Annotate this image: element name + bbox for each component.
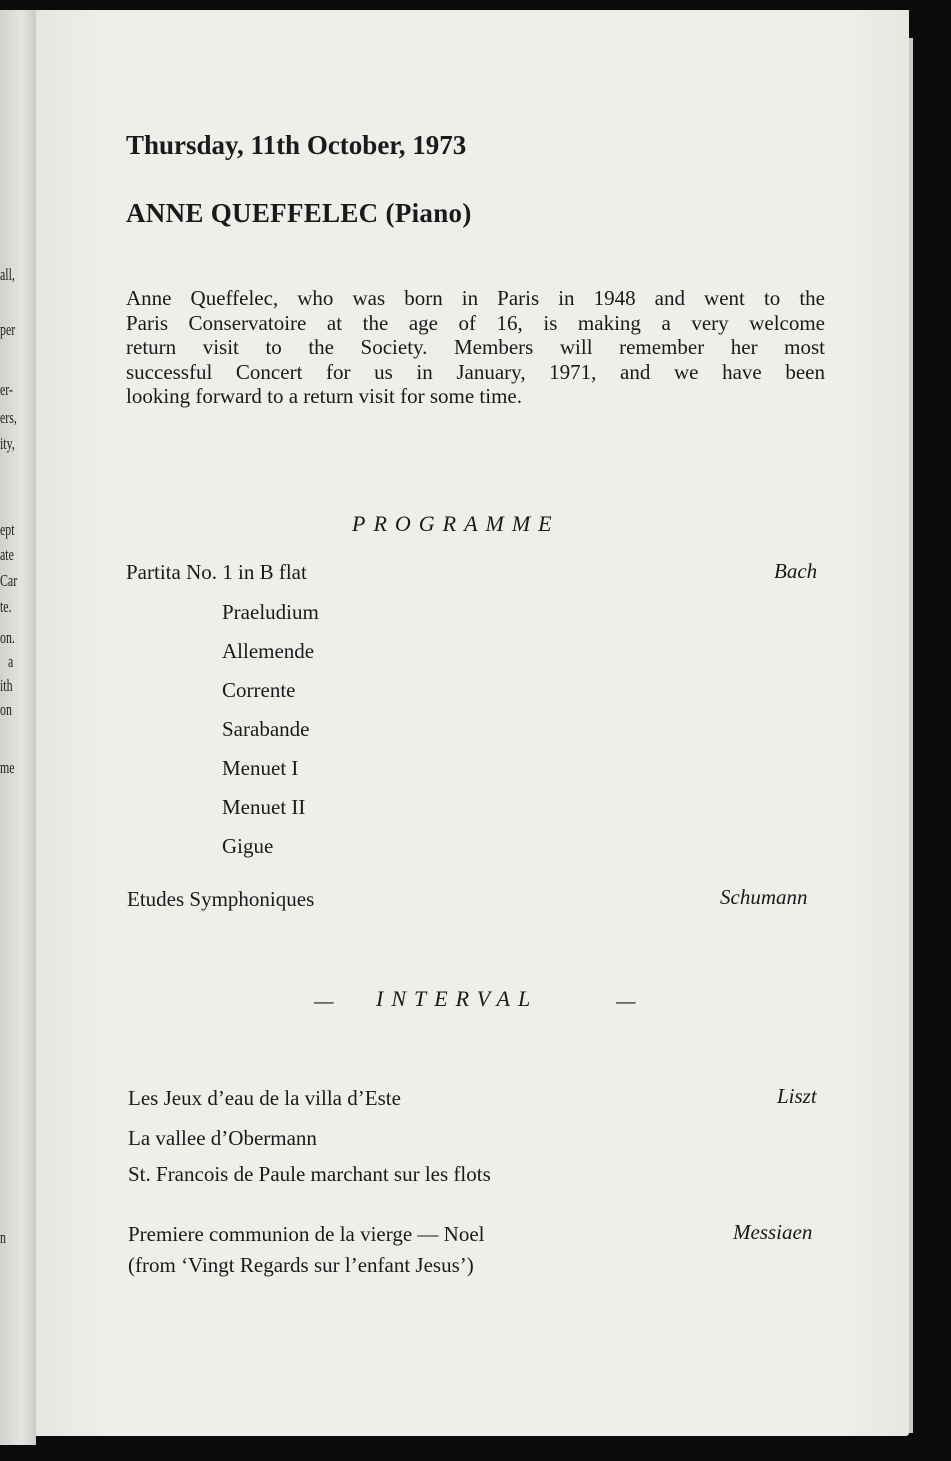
movement-item: Corrente bbox=[222, 678, 296, 702]
margin-fragment: ate bbox=[0, 545, 14, 564]
margin-fragment: ith bbox=[0, 676, 13, 695]
interval-heading: INTERVAL bbox=[376, 986, 539, 1011]
margin-fragment: er- bbox=[0, 380, 13, 399]
intro-paragraph bbox=[126, 286, 825, 409]
margin-fragment: me bbox=[0, 758, 15, 777]
work-title: La vallee d’Obermann bbox=[128, 1126, 317, 1150]
work-title: Partita No. 1 in B flat bbox=[126, 560, 307, 584]
interval-dash-left: — bbox=[314, 988, 334, 1013]
margin-fragment: a bbox=[8, 652, 14, 671]
intro-line: Paris Conservatoire at the age of 16, is making a very welcome bbox=[126, 310, 825, 335]
adjacent-page-edge bbox=[0, 10, 36, 1445]
movement-item: Praeludium bbox=[222, 600, 319, 624]
margin-fragment: on bbox=[0, 700, 12, 719]
composer-name: Bach bbox=[774, 559, 818, 583]
programme-page bbox=[36, 10, 909, 1436]
composer-name: Messiaen bbox=[733, 1220, 813, 1244]
margin-fragment: per bbox=[0, 320, 16, 339]
intro-line: successful Concert for us in January, 1971, and we have been bbox=[126, 359, 825, 384]
work-title: St. Francois de Paule marchant sur les flots bbox=[128, 1162, 491, 1186]
margin-fragment: Car bbox=[0, 571, 18, 590]
margin-fragment: on. bbox=[0, 628, 15, 647]
movement-item: Allemende bbox=[222, 639, 315, 663]
work-title: Premiere communion de la vierge — Noel bbox=[128, 1222, 485, 1246]
movement-item: Menuet II bbox=[222, 795, 306, 819]
composer-name: Schumann bbox=[720, 885, 808, 909]
margin-fragment: all, bbox=[0, 265, 15, 284]
concert-date: Thursday, 11th October, 1973 bbox=[126, 130, 467, 160]
intro-line: looking forward to a return visit for some time. bbox=[126, 384, 522, 408]
work-subtitle: (from ‘Vingt Regards sur l’enfant Jesus’) bbox=[128, 1253, 474, 1277]
movement-item: Sarabande bbox=[222, 717, 310, 741]
intro-line: return visit to the Society. Members will remember her most bbox=[126, 335, 825, 359]
work-title: Etudes Symphoniques bbox=[127, 887, 315, 911]
margin-fragment: ers, bbox=[0, 408, 17, 427]
margin-fragment: ity, bbox=[0, 434, 15, 453]
composer-name: Liszt bbox=[777, 1084, 817, 1108]
intro-line: Anne Queffelec, who was born in Paris in 1948 and went to the bbox=[126, 286, 825, 310]
margin-fragment: n bbox=[0, 1228, 6, 1247]
work-title: Les Jeux d’eau de la villa d’Este bbox=[128, 1086, 401, 1110]
performer-name: ANNE QUEFFELEC (Piano) bbox=[126, 198, 472, 228]
movement-item: Gigue bbox=[222, 834, 274, 858]
programme-heading: PROGRAMME bbox=[352, 511, 560, 536]
interval-dash-right: — bbox=[616, 988, 636, 1013]
margin-fragment: te. bbox=[0, 597, 12, 616]
movement-item: Menuet I bbox=[222, 756, 299, 780]
margin-fragment: ept bbox=[0, 520, 15, 539]
